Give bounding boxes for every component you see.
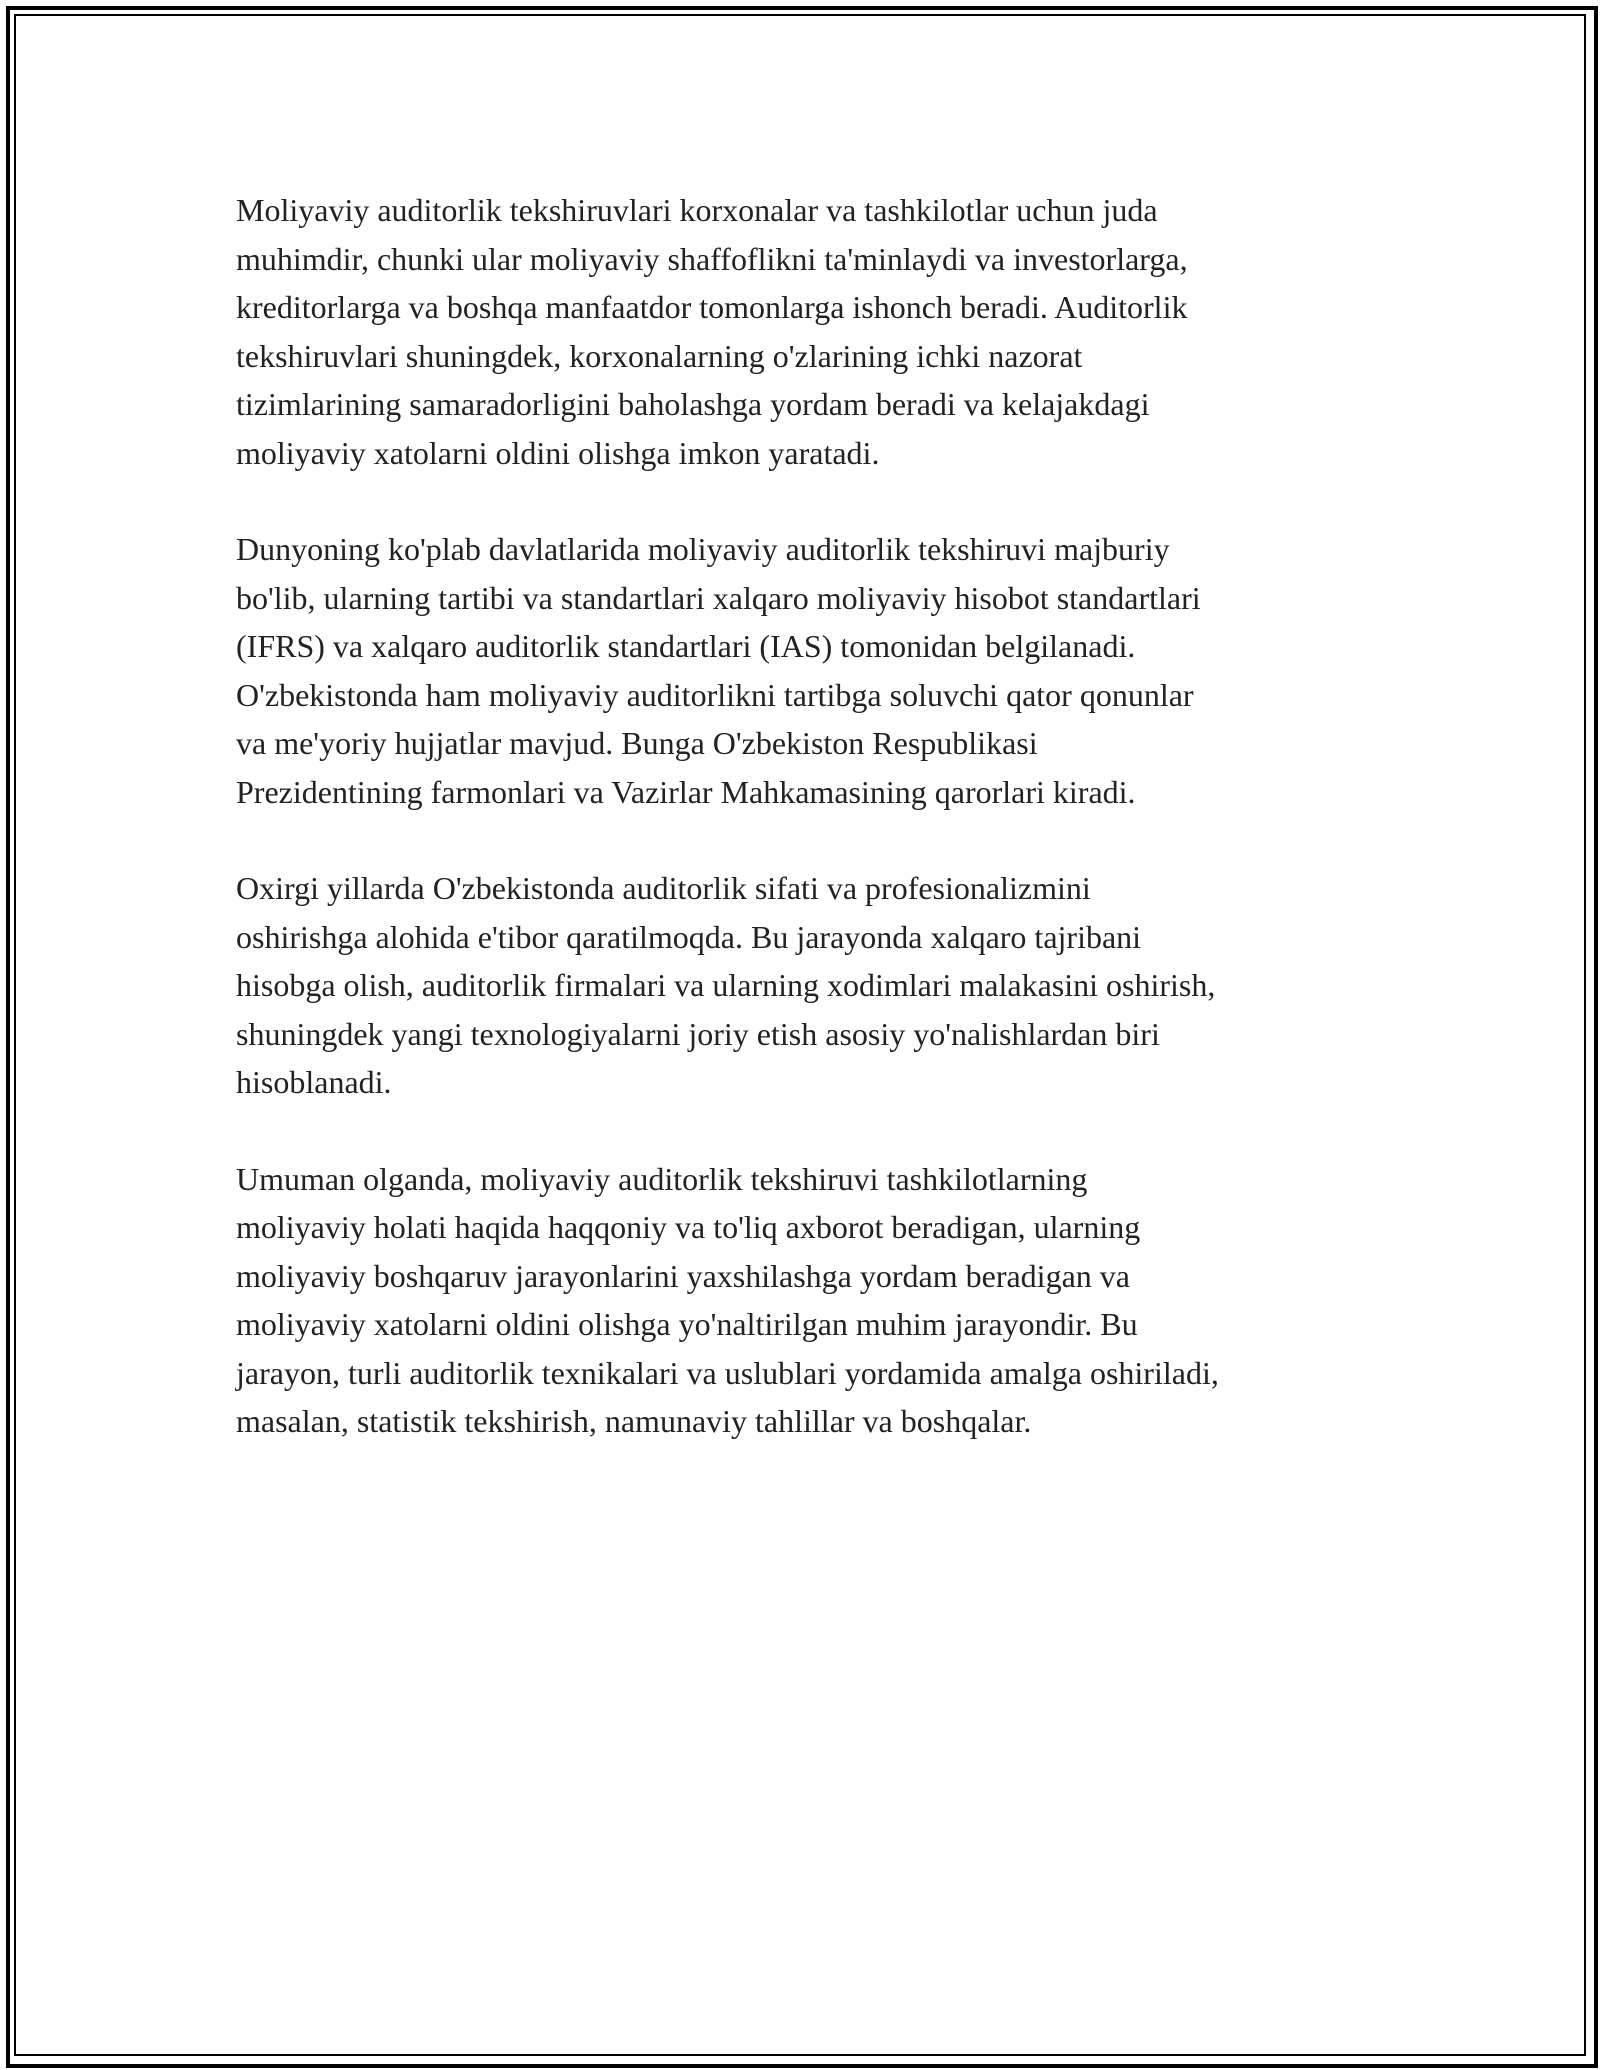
paragraph-1: Moliyaviy auditorlik tekshiruvlari korxonalar va tashkilotlar uchun juda muhimdir, chunki ular moliyaviy shaffoflikni ta'minlaydi va investorlarga, kreditorlarga va boshqa manfaatdor tomonlarga ishonch beradi. Auditorlik tekshiruvlari shuningdek, korxonalarning o'zlarining ichki nazorat tizimlarining samaradorligini baholashga yordam beradi va kelajakdagi moliyaviy xatolarni oldini olishga imkon yaratadi. xyxy=(236,192,1188,471)
paragraph-4: Umuman olganda, moliyaviy auditorlik tekshiruvi tashkilotlarning moliyaviy holati haqida haqqoniy va to'liq axborot beradigan, ularning moliyaviy boshqaruv jarayonlarini yaxshilashga yordam beradigan va moliyaviy xatolarni oldini olishga yo'naltirilgan muhim jarayondir. Bu jarayon, turli auditorlik texnikalari va uslublari yordamida amalga oshiriladi, masalan, statistik tekshirish, namunaviy tahlillar va boshqalar. xyxy=(236,1160,1219,1439)
document-body xyxy=(236,186,1366,1494)
paragraph-3: Oxirgi yillarda O'zbekistonda auditorlik sifati va profesionalizmini oshirishga alohida e'tibor qaratilmoqda. Bu jarayonda xalqaro tajribani hisobga olish, auditorlik firmalari va ularning xodimlari malakasini oshirish, shuningdek yangi texnologiyalarni joriy etish asosiy yo'nalishlardan biri hisoblanadi. xyxy=(236,870,1216,1100)
paragraph-2: Dunyoning ko'plab davlatlarida moliyaviy auditorlik tekshiruvi majburiy bo'lib, ularning tartibi va standartlari xalqaro moliyaviy hisobot standartlari (IFRS) va xalqaro auditorlik standartlari (IAS) tomonidan belgilanadi. O'zbekistonda ham moliyaviy auditorlikni tartibga soluvchi qator qonunlar va me'yoriy hujjatlar mavjud. Bunga O'zbekiston Respublikasi Prezidentining farmonlari va Vazirlar Mahkamasining qarorlari kiradi. xyxy=(236,531,1201,810)
